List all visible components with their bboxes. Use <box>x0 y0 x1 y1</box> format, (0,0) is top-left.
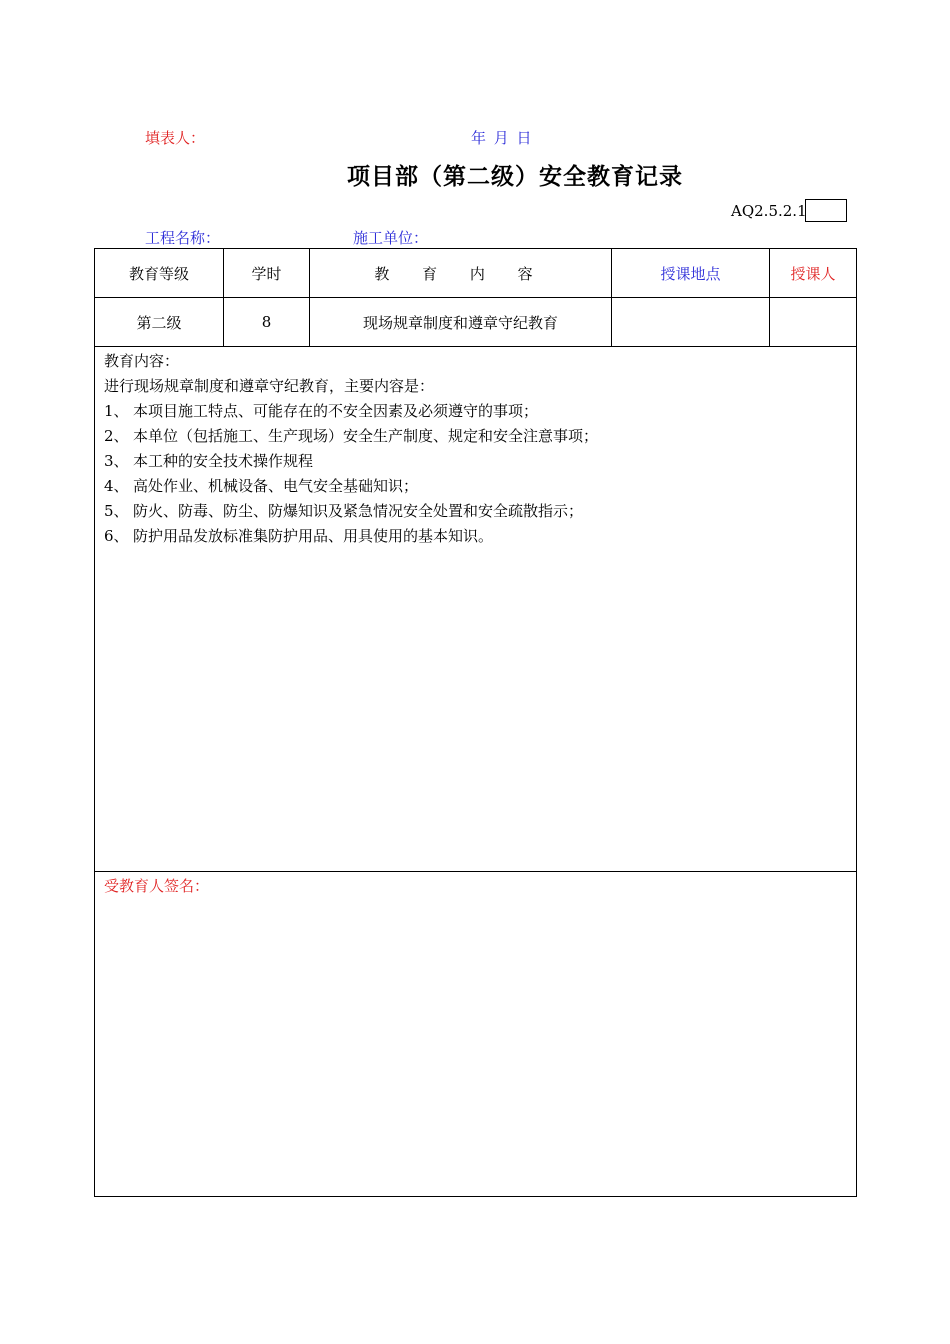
list-item <box>104 499 856 524</box>
list-item-text: 防护用品发放标准集防护用品、用具使用的基本知识。 <box>133 527 494 545</box>
cell-hours[interactable]: 8 <box>224 298 310 347</box>
list-item-number: 4、 <box>104 477 129 495</box>
table-header-row <box>95 249 857 298</box>
list-item-number: 1、 <box>104 402 129 420</box>
list-item <box>104 449 856 474</box>
page-title: 项目部（第二级）安全教育记录 <box>347 164 683 190</box>
doc-code: AQ2.5.2.1 <box>731 202 807 220</box>
header-content: 教 育 内 容 <box>310 249 612 298</box>
list-item-number: 5、 <box>104 502 129 520</box>
list-item-text: 本单位（包括施工、生产现场）安全生产制度、规定和安全注意事项； <box>133 427 599 445</box>
header-level: 教育等级 <box>95 249 224 298</box>
education-content-cell[interactable] <box>95 347 857 872</box>
education-record-table <box>94 248 857 1197</box>
signature-label: 受教育人签名： <box>104 877 210 895</box>
header-location: 授课地点 <box>612 249 770 298</box>
list-item <box>104 399 856 424</box>
table-row <box>95 298 857 347</box>
list-item-text: 本项目施工特点、可能存在的不安全因素及必须遵守的事项； <box>133 402 539 420</box>
list-item <box>104 424 856 449</box>
list-item <box>104 474 856 499</box>
list-item-number: 6、 <box>104 527 129 545</box>
filler-label: 填表人： <box>145 129 206 147</box>
cell-instructor[interactable] <box>770 298 857 347</box>
list-item-number: 3、 <box>104 452 129 470</box>
list-item-text: 防火、防毒、防尘、防爆知识及紧急情况安全处置和安全疏散指示； <box>133 502 584 520</box>
project-name-label: 工程名称： <box>145 229 221 247</box>
list-item-text: 本工种的安全技术操作规程 <box>133 452 314 470</box>
contractor-label: 施工单位： <box>353 229 429 247</box>
content-list <box>104 399 856 549</box>
list-item-number: 2、 <box>104 427 129 445</box>
cell-content[interactable]: 现场规章制度和遵章守纪教育 <box>310 298 612 347</box>
cell-level[interactable]: 第二级 <box>95 298 224 347</box>
doc-code-box[interactable] <box>805 199 847 222</box>
list-item <box>104 524 856 549</box>
header-instructor: 授课人 <box>770 249 857 298</box>
content-title: 教育内容： <box>104 352 180 370</box>
date-label: 年 月 日 <box>471 129 532 147</box>
cell-location[interactable] <box>612 298 770 347</box>
list-item-text: 高处作业、机械设备、电气安全基础知识； <box>133 477 419 495</box>
content-intro: 进行现场规章制度和遵章守纪教育，主要内容是： <box>104 377 435 395</box>
header-hours: 学时 <box>224 249 310 298</box>
signature-cell[interactable] <box>95 872 857 1197</box>
